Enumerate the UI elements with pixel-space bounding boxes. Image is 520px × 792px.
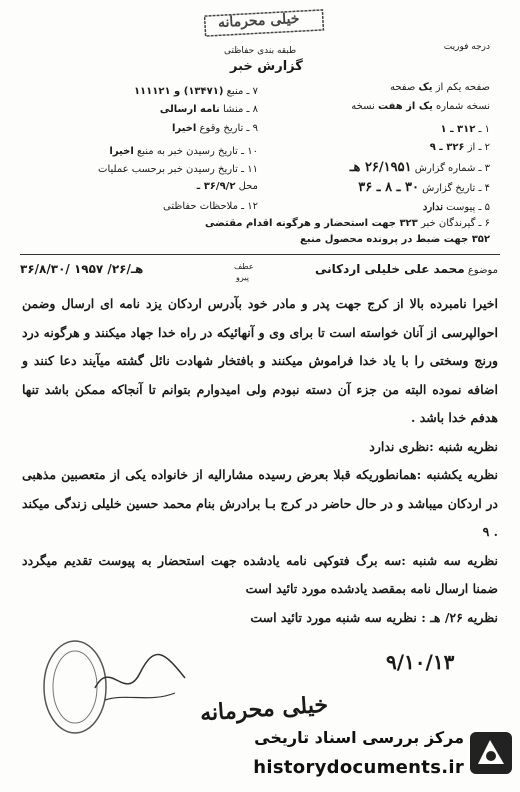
ref-value: ۳۶/۸/۳۰/ هـ/۲۶/ ۱۹۵۷ [20,262,144,276]
ref-label: عطف [234,262,254,271]
left-field-occurrence-date: ۹ ـ تاریخ وقوع اخیرا [171,123,258,134]
subject-label: موضوع [467,265,498,276]
body-opinion-saturday: نظریه شنبه :نظری ندارد [369,438,498,454]
right-field-7: ۵ ـ پیوست ندارد [422,202,490,213]
body-opinion-sunday: نظریه یکشنبه :همانطوریکه قبلا بعرض رسیده مشارالیه از خانواده یکی از متعصبین مذهبی در اردکان میباشد و در حال حاضر در کرج بـا برادرش بنام محمد حسین خلیلی زندگی میکند . ۹ [22,467,498,539]
right-field-2: نسخه شماره یک از هفت نسخه [351,101,490,112]
subject-value: محمد علی خلیلی اردکانی [315,262,465,276]
right-field-4: ۲ ـ از ۳۲۶ ـ ۹ [429,142,490,153]
body-opinion-final: نظریه ۲۶/ هـ : نظریه سه شنبه مورد تائید است [250,609,498,625]
archive-center-name: مرکز بررسی اسناد تاریخی [254,728,464,747]
left-field-place: محل ۳۶/۹/۲ ـ [196,181,258,192]
footer-logo [230,724,516,788]
left-field-origin: ۸ ـ منشا نامه ارسالی [159,104,258,115]
right-field-6: ۴ ـ تاریخ گزارش ۳۰ ـ ۸ ـ ۳۶ [358,180,490,195]
right-field-9: ۳۵۲ جهت ضبط در پرونده محصول منبع [300,234,490,245]
signature-scribble [90,648,190,708]
priority-label: درجه فوریت [443,42,490,52]
handwritten-date: ۹/۱۰/۱۳ [386,650,455,674]
report-body [22,290,498,632]
subject-row [315,262,498,276]
right-field-1: صفحه یکم از یک صفحه [389,82,490,93]
right-field-8: ۶ ـ گیرندگان خبر ۳۲۳ جهت استحضار و هرگونه اقدام مقتضی [205,218,490,229]
left-field-received-ops: ۱۱ ـ تاریخ رسیدن خبر برحسب عملیات [98,164,258,175]
ref-sub-label: پیرو [236,273,249,282]
left-field-source: ۷ ـ منبع (۱۳۴۷۱) و ۱۱۱۱۲۱ [133,86,258,97]
top-stamp-text: خیلی محرمانه [217,10,300,32]
report-title: گزارش خبر [230,59,303,74]
right-field-3: ۱ ـ ۳۱۲ ـ ۱ [440,124,490,135]
security-class-label: طبقه بندی حفاظتی [224,46,297,56]
left-field-received-source: ۱۰ ـ تاریخ رسیدن خبر به منبع اخیرا [109,146,258,157]
archive-url: historydocuments.ir [253,757,464,778]
left-field-security-notes: ۱۲ ـ ملاحظات حفاظتی [163,201,258,212]
right-field-5: ۳ ـ شماره گزارش ۲۶/۱۹۵۱ هـ [349,160,490,175]
header-divider [20,254,500,255]
bottom-stamp-text: خیلی محرمانه [199,691,329,727]
body-paragraph-main: اخیرا نامبرده بالا از کرج جهت پدر و مادر خود بآدرس اردکان یزد نامه ای ارسال وضمن احوالپرسی از آنان خواسته است تا برای وی و آنهائیکه در راه خدا جهاد میکنند و هرگونه درد ورنج وسختی را با یاد خدا فراموش میکنند و بافتخار شهادت نائل گشته میآیند دعا کنند و اضافه نموده البته من جزء آن دسته نبودم ولی امیدوارم بتوانم تا آنجاکه ممکن باشد تنها هدفم خدا باشد . [22,296,498,425]
body-opinion-tuesday: نظریه سه شنبه :سه برگ فتوکپی نامه یادشده جهت استحضار به پیوست تقدیم میگردد ضمنا ارسال نامه بمقصد یادشده مورد تائید است [22,552,498,596]
archive-logo-icon [468,730,514,776]
